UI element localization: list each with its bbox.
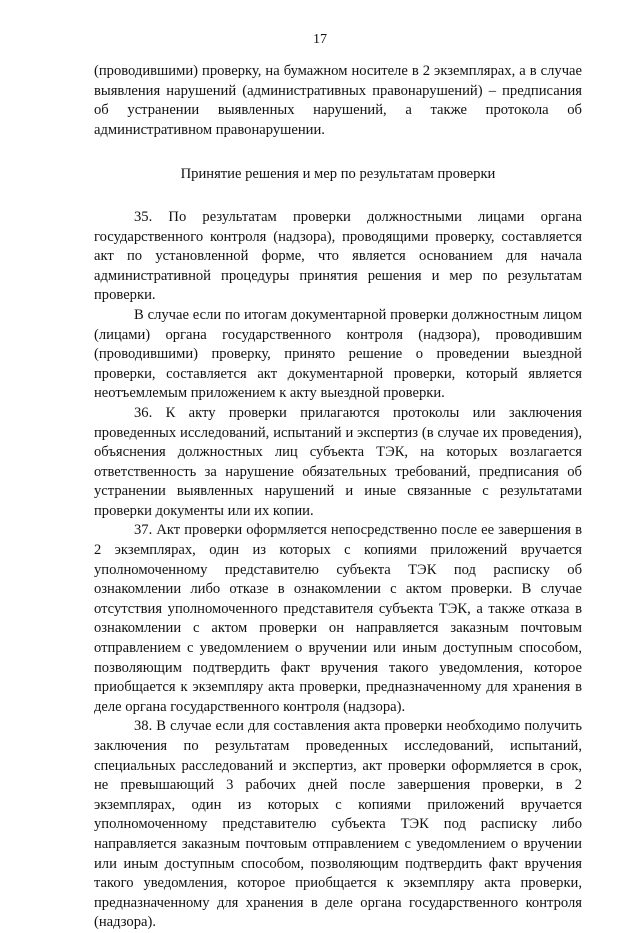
continuation-paragraph: (проводившими) проверку, на бумажном носителе в 2 экземплярах, а в случае выявления нарушений (административных правонарушений) – предписания об устранении выявленных нарушений, а также протокола об административном правонарушении. [94, 63, 582, 138]
paragraph-35: 35. По результатам проверки должностными лицами органа государственного контроля (надзора), проводящими проверку, составляется акт по установленной форме, что является основанием для начала административной процедуры принятия решения и мер по результатам проверки. [94, 208, 582, 304]
paragraph-38: 38. В случае если для составления акта проверки необходимо получить заключения по результатам проведенных исследований, испытаний, специальных расследований и экспертиз, акт проверки оформляется в срок, не превышающий 3 рабочих дней после завершения проверки, в 2 экземплярах, один из которых с копиями приложений вручается уполномоченному представителю субъекта ТЭК под расписку либо направляется заказным почтовым отправлением с уведомлением о вручении или иным доступным способом, позволяющим подтвердить факт вручения такого уведомления, которое приобщается к экземпляру акта проверки, предназначенному для хранения в деле органа государственного контроля (надзора). [94, 718, 582, 931]
paragraph-36: 36. К акту проверки прилагаются протоколы или заключения проведенных исследований, испытаний и экспертиз (в случае их проведения), объяснения должностных лиц субъекта ТЭК, на которых возлагается ответственность за нарушение обязательных требований, предписания об устранении выявленных нарушений и иные связанные с результатами проверки документы или их копии. [94, 404, 582, 519]
section-title: Принятие решения и мер по результатам проверки [180, 166, 496, 183]
page-number: 17 [313, 32, 327, 47]
paragraph-37: 37. Акт проверки оформляется непосредственно после ее завершения в 2 экземплярах, один из которых с копиями приложений вручается уполномоченному представителю субъекта ТЭК под расписку об ознакомлении либо отказе в ознакомлении с актом проверки. В случае отсутствия уполномоченного представителя субъекта ТЭК, а также отказа в ознакомлении с актом проверки он направляется заказным почтовым отправлением с уведомлением о вручении или иным доступным способом, позволяющим подтвердить факт вручения такого уведомления, которое приобщается к экземпляру акта проверки, предназначенному для хранения в деле органа государственного контроля (надзора). [94, 522, 582, 715]
document-body [94, 62, 582, 933]
paragraph-35-continuation: В случае если по итогам документарной проверки должностным лицом (лицами) органа государственного контроля (надзора), проводившим (проводившими) проверку, принято решение о проведении выездной проверки, составляется акт документарной проверки, который является неотъемлемым приложением к акту выездной проверки. [94, 306, 582, 402]
